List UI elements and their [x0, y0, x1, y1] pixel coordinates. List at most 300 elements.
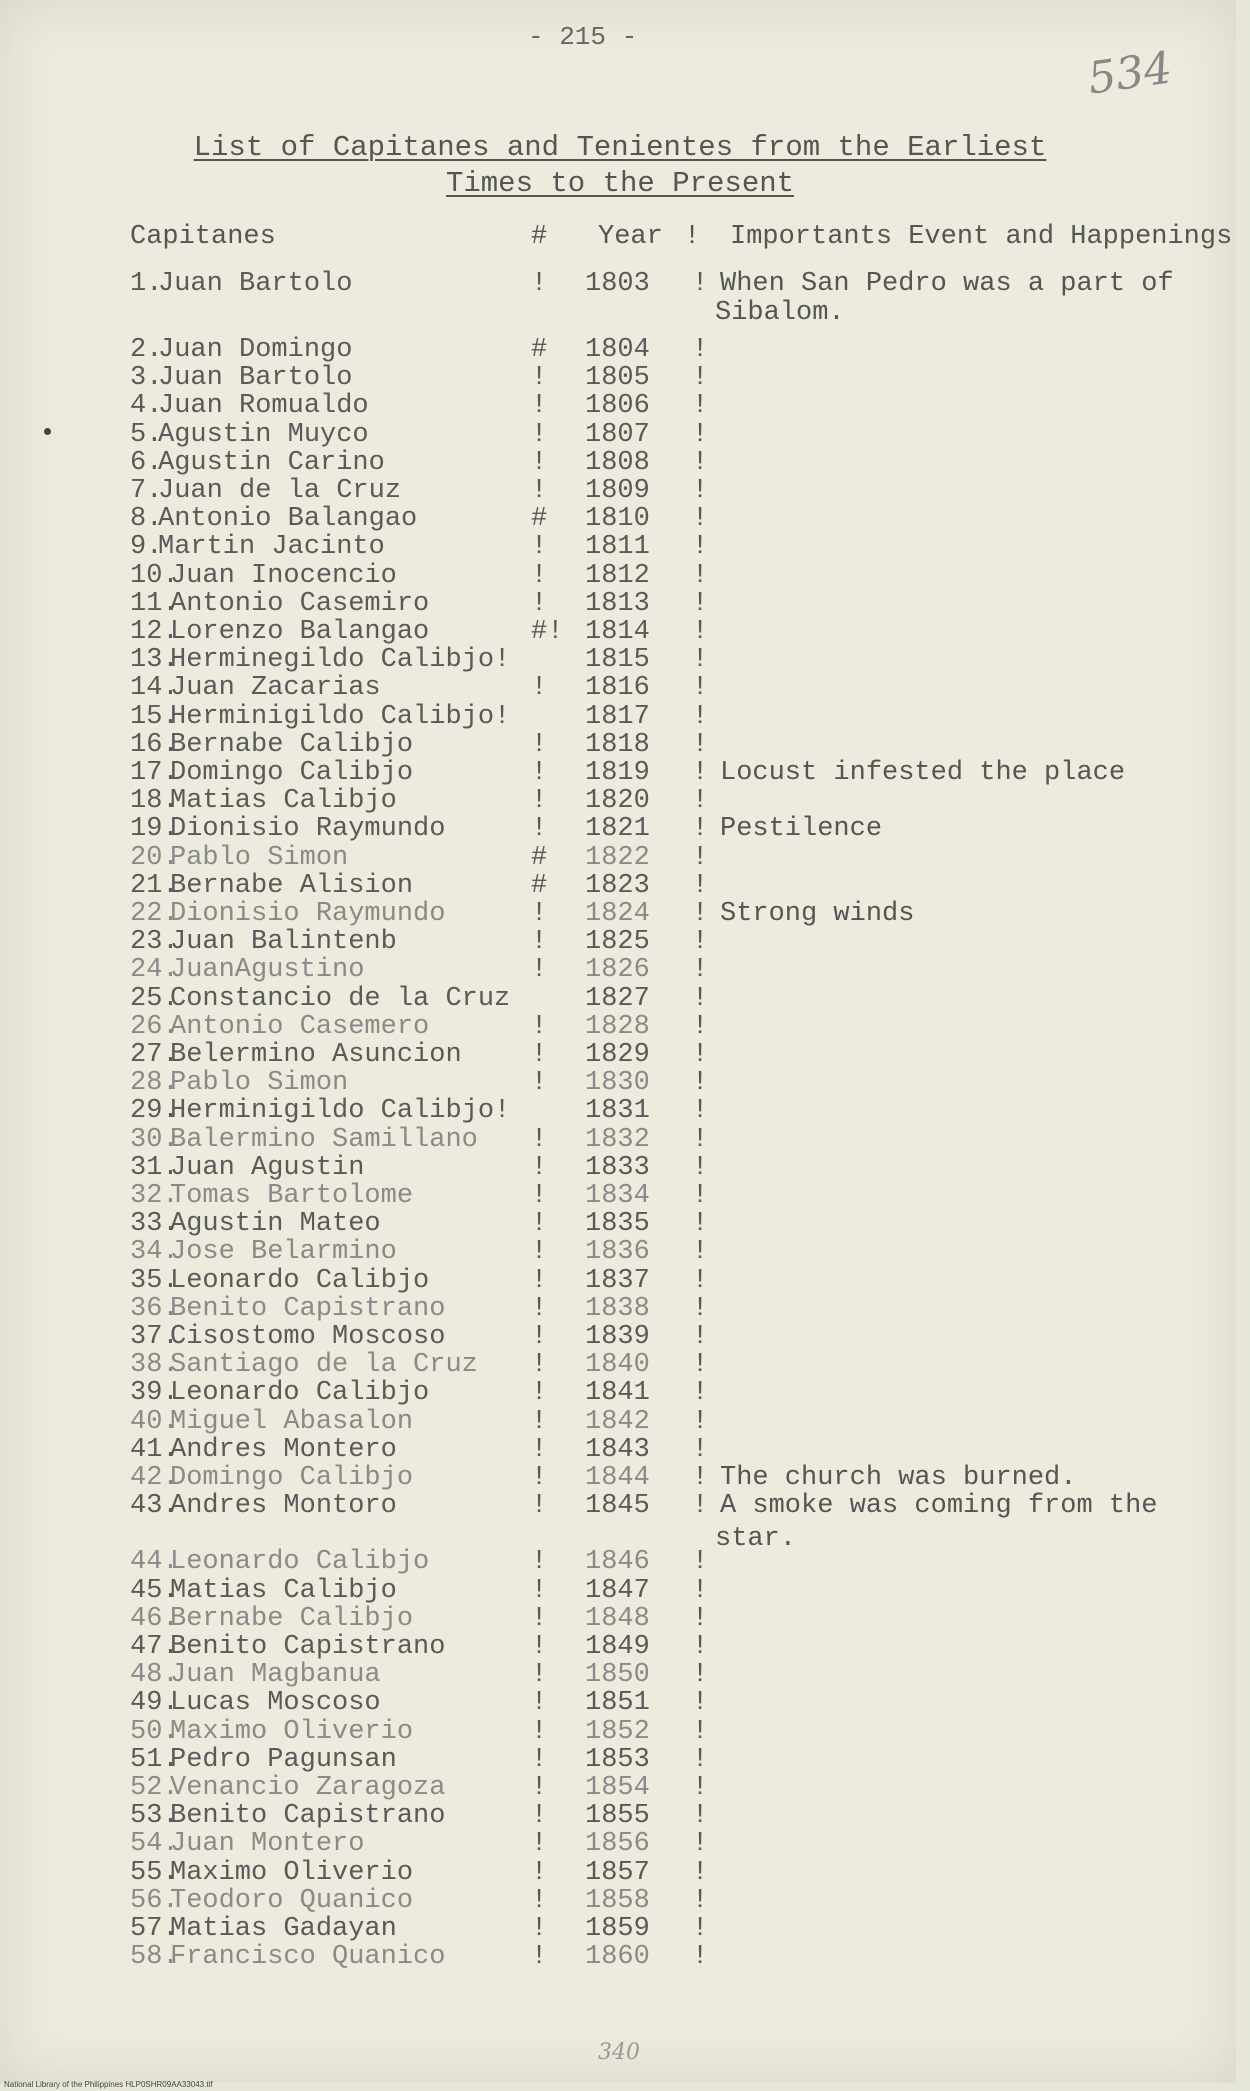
entry-year: 1811	[585, 532, 650, 562]
entry-separator: !	[531, 448, 548, 478]
entry-separator: !	[531, 1858, 548, 1888]
entry-name: 27.	[130, 1040, 179, 1070]
list-item	[0, 1830, 1236, 1858]
entry-separator: !	[531, 955, 548, 985]
entry-bang: !	[692, 927, 709, 957]
entry-separator: !	[531, 1125, 548, 1155]
entry-year: 1856	[585, 1829, 650, 1859]
entry-separator: !	[531, 1068, 548, 1098]
entry-bang: !	[692, 561, 709, 591]
list-item	[0, 703, 1236, 731]
entry-year: 1827	[585, 984, 650, 1014]
entry-bang: !	[692, 335, 709, 365]
list-item	[0, 618, 1236, 646]
entry-name: 20.	[130, 843, 179, 873]
entry-year: 1839	[585, 1322, 650, 1352]
entry-year: 1830	[585, 1068, 650, 1098]
entry-year: 1858	[585, 1886, 650, 1916]
entry-year: 1804	[585, 335, 650, 365]
page-number: - 215 -	[528, 22, 638, 52]
list-item	[0, 1718, 1236, 1746]
list-item	[0, 815, 1236, 843]
entry-bang: !	[692, 1322, 709, 1352]
entry-name: 17.	[130, 758, 179, 788]
entry-name: 55.	[130, 1858, 179, 1888]
entry-bang: !	[692, 1209, 709, 1239]
entry-name: 1.	[130, 269, 163, 299]
entry-year: 1847	[585, 1576, 650, 1606]
entry-person: Herminigildo Calibjo!	[170, 702, 511, 732]
entry-year: 1826	[585, 955, 650, 985]
entry-separator: !	[531, 1829, 548, 1859]
entry-separator: !	[531, 1435, 548, 1465]
entry-separator: !	[531, 420, 548, 450]
entry-separator: !	[531, 561, 548, 591]
list-item	[0, 1295, 1236, 1323]
entry-person: Constancio de la Cruz	[170, 984, 511, 1014]
entry-name: 57.	[130, 1914, 179, 1944]
entry-name: 23.	[130, 927, 179, 957]
entry-person: Andres Montero	[170, 1435, 397, 1465]
entry-year: 1815	[585, 645, 650, 675]
entry-person: Domingo Calibjo	[170, 758, 414, 788]
entry-person: Juan Inocencio	[170, 561, 397, 591]
entry-separator: #	[531, 871, 548, 901]
entry-person: Leonardo Calibjo	[170, 1378, 430, 1408]
entry-person: Matias Calibjo	[170, 1576, 397, 1606]
entry-bang: !	[692, 1576, 709, 1606]
entry-separator: !	[531, 1237, 548, 1267]
list-item	[0, 1859, 1236, 1887]
entry-bang: !	[692, 645, 709, 675]
list-item	[0, 1577, 1236, 1605]
entry-year: 1859	[585, 1914, 650, 1944]
entry-year: 1806	[585, 391, 650, 421]
entry-name: 26.	[130, 1012, 179, 1042]
entry-bang: !	[692, 1745, 709, 1775]
list-item	[0, 1633, 1236, 1661]
entry-bang: !	[692, 1153, 709, 1183]
entry-separator: !	[531, 1012, 548, 1042]
entry-separator: !	[531, 1181, 548, 1211]
entry-separator: !	[531, 1350, 548, 1380]
entry-bang: !	[692, 1068, 709, 1098]
entry-year: 1808	[585, 448, 650, 478]
list-item	[0, 270, 1236, 298]
entry-name: 19.	[130, 814, 179, 844]
list-item	[0, 1210, 1236, 1238]
list-item	[0, 985, 1236, 1013]
entry-bang: !	[692, 532, 709, 562]
entry-year: 1844	[585, 1463, 650, 1493]
entry-name: 5.	[130, 420, 163, 450]
entry-bang: !	[692, 391, 709, 421]
entry-person: JuanAgustino	[170, 955, 365, 985]
list-item	[0, 1154, 1236, 1182]
entry-separator: #	[531, 335, 548, 365]
entry-person: Juan Domingo	[158, 335, 353, 365]
entry-name: 21.	[130, 871, 179, 901]
entry-separator: !	[531, 1717, 548, 1747]
list-item	[0, 1379, 1236, 1407]
entry-year: 1822	[585, 843, 650, 873]
punch-mark	[44, 428, 51, 435]
entry-separator: !	[531, 1632, 548, 1662]
entry-bang: !	[692, 1773, 709, 1803]
list-item	[0, 1943, 1236, 1971]
entry-year: 1842	[585, 1407, 650, 1437]
entry-person: Matias Gadayan	[170, 1914, 397, 1944]
entry-bang: !	[692, 1435, 709, 1465]
header-capitanes: Capitanes	[130, 222, 276, 252]
document-title: List of Capitanes and Tenientes from the Earliest Times to the Present	[193, 131, 1047, 200]
entry-name: 25.	[130, 984, 179, 1014]
entry-bang: !	[692, 1096, 709, 1126]
entry-year: 1812	[585, 561, 650, 591]
entry-person: Juan Montero	[170, 1829, 365, 1859]
list-item	[0, 1689, 1236, 1717]
list-item	[0, 477, 1236, 505]
entry-bang: !	[692, 1294, 709, 1324]
entry-bang: !	[692, 1801, 709, 1831]
entry-name: 38.	[130, 1350, 179, 1380]
entry-year: 1821	[585, 814, 650, 844]
entry-year: 1840	[585, 1350, 650, 1380]
entry-person: Lucas Moscoso	[170, 1688, 381, 1718]
entry-name: 2.	[130, 335, 163, 365]
entry-separator: !	[531, 1604, 548, 1634]
entry-separator: !	[531, 1378, 548, 1408]
entry-person: Belermino Asuncion	[170, 1040, 462, 1070]
entry-separator: !	[531, 927, 548, 957]
entry-name: 14.	[130, 673, 179, 703]
entry-bang: !	[692, 1858, 709, 1888]
entry-name: 8.	[130, 504, 163, 534]
entry-name: 49.	[130, 1688, 179, 1718]
entry-bang: !	[692, 702, 709, 732]
entry-year: 1837	[585, 1266, 650, 1296]
entry-year: 1832	[585, 1125, 650, 1155]
entry-person: Dionisio Raymundo	[170, 899, 446, 929]
entry-year: 1829	[585, 1040, 650, 1070]
list-item	[0, 900, 1236, 928]
entry-person: Jose Belarmino	[170, 1237, 397, 1267]
entry-name: 50.	[130, 1717, 179, 1747]
entry-separator: !	[531, 899, 548, 929]
entry-person: Pablo Simon	[170, 843, 349, 873]
list-item	[0, 421, 1236, 449]
entry-year: 1834	[585, 1181, 650, 1211]
entry-person: Antonio Casemiro	[170, 589, 430, 619]
entry-person: Pedro Pagunsan	[170, 1745, 397, 1775]
entry-person: Juan Romualdo	[158, 391, 369, 421]
entry-name: 4.	[130, 391, 163, 421]
entry-person: Agustin Mateo	[170, 1209, 381, 1239]
list-item	[0, 562, 1236, 590]
entry-bang: !	[692, 420, 709, 450]
entry-year: 1835	[585, 1209, 650, 1239]
entry-person: Miguel Abasalon	[170, 1407, 414, 1437]
entry-year: 1828	[585, 1012, 650, 1042]
entry-bang: !	[692, 871, 709, 901]
entry-bang: !	[692, 1717, 709, 1747]
entry-separator: #	[531, 504, 548, 534]
list-item	[0, 1041, 1236, 1069]
entry-name: 33.	[130, 1209, 179, 1239]
entry-bang: !	[692, 476, 709, 506]
entry-bang: !	[692, 1942, 709, 1972]
list-item	[0, 1774, 1236, 1802]
entry-name: 13.	[130, 645, 179, 675]
list-item	[0, 505, 1236, 533]
entry-separator: !	[531, 1266, 548, 1296]
entry-person: Lorenzo Balangao	[170, 617, 430, 647]
entry-bang: !	[692, 843, 709, 873]
entry-bang: !	[692, 1040, 709, 1070]
entry-person: Agustin Muyco	[158, 420, 369, 450]
list-item	[0, 336, 1236, 364]
entry-bang: !	[692, 1125, 709, 1155]
entry-bang: !	[692, 1012, 709, 1042]
entry-separator: !	[531, 1209, 548, 1239]
list-item	[0, 1661, 1236, 1689]
list-item	[0, 759, 1236, 787]
entry-separator: !	[531, 1153, 548, 1183]
entry-name: 39.	[130, 1378, 179, 1408]
entry-year: 1820	[585, 786, 650, 816]
entry-person: Benito Capistrano	[170, 1294, 446, 1324]
entry-year: 1857	[585, 1858, 650, 1888]
entry-separator: !	[531, 1407, 548, 1437]
entry-name: 28.	[130, 1068, 179, 1098]
list-item	[0, 1408, 1236, 1436]
entry-year: 1819	[585, 758, 650, 788]
entry-name: 52.	[130, 1773, 179, 1803]
entry-year: 1818	[585, 730, 650, 760]
entry-bang: !	[692, 814, 709, 844]
entry-separator: !	[531, 363, 548, 393]
list-item	[0, 1746, 1236, 1774]
entry-person: Venancio Zaragoza	[170, 1773, 446, 1803]
entry-bang: !	[692, 617, 709, 647]
entry-person: Maximo Oliverio	[170, 1717, 414, 1747]
header-year: Year	[598, 222, 663, 252]
entry-person: Francisco Quanico	[170, 1942, 446, 1972]
entry-separator: !	[531, 589, 548, 619]
entry-separator: !	[531, 1040, 548, 1070]
entry-bang: !	[692, 899, 709, 929]
entry-name: 29.	[130, 1096, 179, 1126]
entry-name: 15.	[130, 702, 179, 732]
entry-bang: !	[692, 786, 709, 816]
list-item	[0, 449, 1236, 477]
entry-bang: !	[692, 1237, 709, 1267]
entry-year: 1809	[585, 476, 650, 506]
entry-bang: !	[692, 1266, 709, 1296]
entry-separator: !	[531, 1942, 548, 1972]
entry-person: Maximo Oliverio	[170, 1858, 414, 1888]
entry-person: Balermino Samillano	[170, 1125, 478, 1155]
entry-person: Juan Agustin	[170, 1153, 365, 1183]
entry-year: 1853	[585, 1745, 650, 1775]
entry-name: 41.	[130, 1435, 179, 1465]
list-item	[0, 1013, 1236, 1041]
list-item	[0, 1464, 1236, 1492]
entry-bang: !	[692, 1547, 709, 1577]
entry-name: 7.	[130, 476, 163, 506]
entry-name: 48.	[130, 1660, 179, 1690]
entry-name: 18.	[130, 786, 179, 816]
entry-name: 10.	[130, 561, 179, 591]
entry-separator: !	[531, 1801, 548, 1831]
scan-footer: National Library of the Philippines HLP0SHR09AA33043.tif	[4, 2080, 213, 2089]
list-item	[0, 787, 1236, 815]
entry-separator: !	[531, 532, 548, 562]
entry-year: 1807	[585, 420, 650, 450]
entry-separator: #!	[531, 617, 564, 647]
handwritten-page-number: 534	[1084, 42, 1176, 105]
entry-bang: !	[692, 1181, 709, 1211]
entry-name: 37.	[130, 1322, 179, 1352]
entry-separator: !	[531, 1576, 548, 1606]
entry-person: Juan Magbanua	[170, 1660, 381, 1690]
entry-year: 1841	[585, 1378, 650, 1408]
entry-bang: !	[692, 1829, 709, 1859]
list-item	[0, 1492, 1236, 1520]
list-item	[0, 928, 1236, 956]
entry-name: 24.	[130, 955, 179, 985]
list-item	[0, 1802, 1236, 1830]
entry-person: Juan de la Cruz	[158, 476, 402, 506]
entry-bang: !	[692, 1463, 709, 1493]
entry-year: 1849	[585, 1632, 650, 1662]
entry-separator: !	[531, 476, 548, 506]
entry-person: Benito Capistrano	[170, 1801, 446, 1831]
entry-bang: !	[692, 1660, 709, 1690]
list-item	[0, 392, 1236, 420]
list-item	[0, 1887, 1236, 1915]
entry-year: 1843	[585, 1435, 650, 1465]
entry-name: 32.	[130, 1181, 179, 1211]
entry-person: Benito Capistrano	[170, 1632, 446, 1662]
list-item	[0, 872, 1236, 900]
entry-person: Dionisio Raymundo	[170, 814, 446, 844]
entry-name: 45.	[130, 1576, 179, 1606]
entry-event: Pestilence	[720, 814, 883, 844]
entry-name: 36.	[130, 1294, 179, 1324]
entry-person: Andres Montoro	[170, 1491, 397, 1521]
entry-bang: !	[692, 269, 709, 299]
entry-person: Bernabe Calibjo	[170, 730, 414, 760]
event-1803-line2: Sibalom.	[715, 298, 845, 328]
entry-separator: !	[531, 1886, 548, 1916]
entry-separator: !	[531, 730, 548, 760]
entry-bang: !	[692, 448, 709, 478]
entry-year: 1833	[585, 1153, 650, 1183]
entry-separator: !	[531, 814, 548, 844]
entry-year: 1838	[585, 1294, 650, 1324]
list-item	[0, 1126, 1236, 1154]
entry-bang: !	[692, 1378, 709, 1408]
entry-person: Leonardo Calibjo	[170, 1266, 430, 1296]
entry-person: Tomas Bartolome	[170, 1181, 414, 1211]
list-item	[0, 1323, 1236, 1351]
entry-year: 1851	[585, 1688, 650, 1718]
entry-person: Pablo Simon	[170, 1068, 349, 1098]
entry-name: 40.	[130, 1407, 179, 1437]
entry-year: 1846	[585, 1547, 650, 1577]
entry-event: Strong winds	[720, 899, 915, 929]
entry-separator: !	[531, 758, 548, 788]
entry-name: 9.	[130, 532, 163, 562]
entry-separator: !	[531, 1322, 548, 1352]
entry-person: Agustin Carino	[158, 448, 385, 478]
entry-separator: !	[531, 1463, 548, 1493]
entry-year: 1855	[585, 1801, 650, 1831]
entry-person: Juan Balintenb	[170, 927, 397, 957]
entry-bang: !	[692, 1688, 709, 1718]
entry-person: Antonio Casemero	[170, 1012, 430, 1042]
entry-year: 1825	[585, 927, 650, 957]
entry-bang: !	[692, 504, 709, 534]
entry-name: 58.	[130, 1942, 179, 1972]
entry-year: 1824	[585, 899, 650, 929]
entry-year: 1823	[585, 871, 650, 901]
entry-name: 6.	[130, 448, 163, 478]
entry-separator: !	[531, 269, 548, 299]
entry-name: 43.	[130, 1491, 179, 1521]
entry-year: 1803	[585, 269, 650, 299]
entry-person: Juan Bartolo	[158, 269, 353, 299]
list-item	[0, 590, 1236, 618]
entry-bang: !	[692, 673, 709, 703]
list-item	[0, 956, 1236, 984]
entry-separator: !	[531, 1547, 548, 1577]
entry-name: 42.	[130, 1463, 179, 1493]
entry-person: Bernabe Alision	[170, 871, 414, 901]
entry-bang: !	[692, 1632, 709, 1662]
entry-event: A smoke was coming from the	[720, 1491, 1158, 1521]
entry-event: Locust infested the place	[720, 758, 1126, 788]
entry-separator: !	[531, 1491, 548, 1521]
entry-year: 1816	[585, 673, 650, 703]
entry-bang: !	[692, 984, 709, 1014]
entry-separator: !	[531, 1688, 548, 1718]
entry-separator: !	[531, 1294, 548, 1324]
entry-bang: !	[692, 1407, 709, 1437]
entry-bang: !	[692, 1914, 709, 1944]
list-item	[0, 1351, 1236, 1379]
entry-event: The church was burned.	[720, 1463, 1077, 1493]
entry-bang: !	[692, 1604, 709, 1634]
entry-separator: !	[531, 786, 548, 816]
entry-person: Cisostomo Moscoso	[170, 1322, 446, 1352]
entry-name: 31.	[130, 1153, 179, 1183]
entry-person: Leonardo Calibjo	[170, 1547, 430, 1577]
list-item	[0, 1436, 1236, 1464]
list-item	[0, 844, 1236, 872]
entry-bang: !	[692, 589, 709, 619]
entry-separator: !	[531, 1745, 548, 1775]
entry-name: 54.	[130, 1829, 179, 1859]
entry-person: Martin Jacinto	[158, 532, 385, 562]
entry-bang: !	[692, 758, 709, 788]
entry-year: 1813	[585, 589, 650, 619]
entry-year: 1831	[585, 1096, 650, 1126]
list-item	[0, 364, 1236, 392]
entry-year: 1848	[585, 1604, 650, 1634]
list-item	[0, 1548, 1236, 1576]
